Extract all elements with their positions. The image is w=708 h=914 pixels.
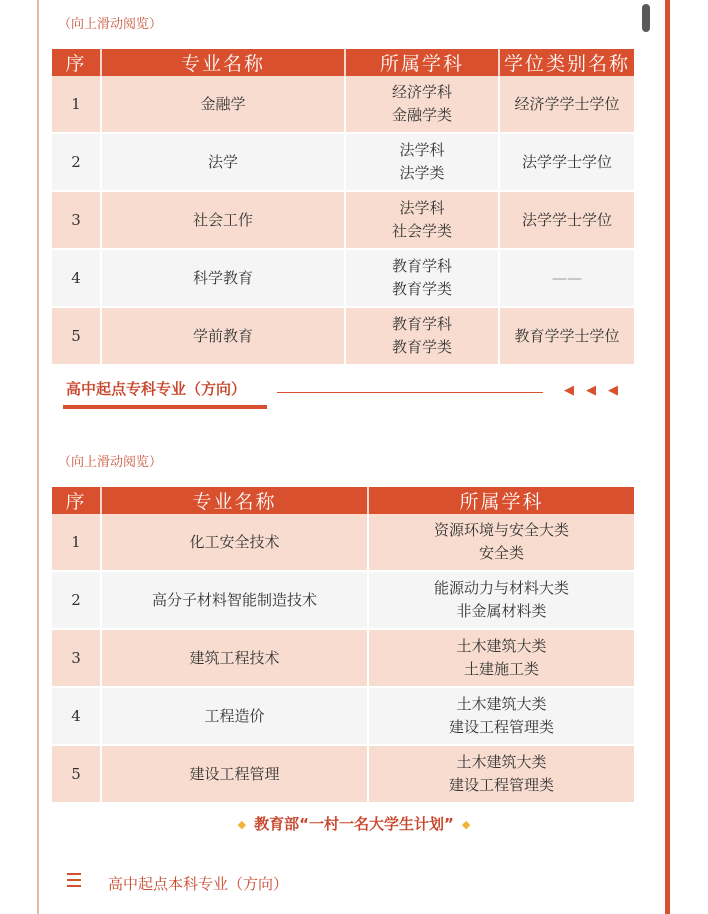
header-index: 序 (52, 49, 101, 76)
row-index: 5 (52, 307, 101, 365)
row-subject: 法学科 社会学类 (345, 191, 499, 249)
row-major-name: 建筑工程技术 (101, 629, 368, 687)
row-major-name: 金融学 (101, 76, 345, 133)
diamond-icon: ◆ (237, 818, 247, 831)
row-index: 2 (52, 133, 101, 191)
row-index: 1 (52, 76, 101, 133)
triangle-left-icon: ◀◀◀ (564, 383, 630, 398)
table-row (52, 745, 634, 803)
table-row (52, 249, 634, 307)
header-major-name: 专业名称 (101, 49, 345, 76)
scroll-hint-mid: （向上滑动阅览） (58, 455, 163, 470)
row-major-name: 法学 (101, 133, 345, 191)
table-row (52, 514, 634, 571)
row-subject: 能源动力与材料大类 非金属材料类 (368, 571, 634, 629)
table-row (52, 307, 634, 365)
section-title-junior-college: 高中起点专科专业（方向） (66, 380, 247, 398)
row-index: 1 (52, 514, 101, 571)
row-index: 4 (52, 249, 101, 307)
row-degree: 教育学学士学位 (499, 307, 634, 365)
row-subject: 法学科 法学类 (345, 133, 499, 191)
table-row (52, 76, 634, 133)
table-row (52, 687, 634, 745)
row-major-name: 科学教育 (101, 249, 345, 307)
row-index: 4 (52, 687, 101, 745)
row-degree: 经济学学士学位 (499, 76, 634, 133)
row-subject: 教育学科 教育学类 (345, 249, 499, 307)
row-degree: 法学学士学位 (499, 133, 634, 191)
row-subject: 资源环境与安全大类 安全类 (368, 514, 634, 571)
row-index: 2 (52, 571, 101, 629)
row-subject: 土木建筑大类 建设工程管理类 (368, 687, 634, 745)
row-major-name: 工程造价 (101, 687, 368, 745)
college-major-table[interactable] (52, 487, 634, 794)
row-degree: 法学学士学位 (499, 191, 634, 249)
table-header-row (52, 49, 634, 76)
header-major-name: 专业名称 (101, 487, 368, 514)
scrollbar-thumb[interactable] (642, 4, 650, 32)
row-index: 5 (52, 745, 101, 803)
row-major-name: 化工安全技术 (101, 514, 368, 571)
header-subject: 所属学科 (368, 487, 634, 514)
row-major-name: 高分子材料智能制造技术 (101, 571, 368, 629)
scroll-hint-top: （向上滑动阅览） (58, 17, 163, 32)
diamond-icon: ◆ (461, 818, 471, 831)
table-row (52, 571, 634, 629)
section-title-undergraduate: 高中起点本科专业（方向） (108, 875, 289, 893)
row-major-name: 社会工作 (101, 191, 345, 249)
table-row (52, 133, 634, 191)
plan-title (0, 813, 708, 834)
row-index: 3 (52, 191, 101, 249)
section-divider-line (277, 392, 543, 393)
plan-title-text: 教育部“一村一名大学生计划” (254, 815, 454, 833)
section-title-underline (63, 405, 267, 409)
row-index: 3 (52, 629, 101, 687)
row-subject: 土木建筑大类 建设工程管理类 (368, 745, 634, 803)
bachelor-major-table[interactable] (52, 49, 634, 356)
row-subject: 教育学科 教育学类 (345, 307, 499, 365)
header-degree: 学位类别名称 (499, 49, 634, 76)
table-row (52, 629, 634, 687)
table-header-row (52, 487, 634, 514)
content-frame-right-border (665, 0, 670, 914)
header-subject: 所属学科 (345, 49, 499, 76)
row-subject: 经济学科 金融学类 (345, 76, 499, 133)
header-index: 序 (52, 487, 101, 514)
row-subject: 土木建筑大类 土建施工类 (368, 629, 634, 687)
table-row (52, 191, 634, 249)
row-major-name: 学前教育 (101, 307, 345, 365)
row-degree: —— (499, 249, 634, 307)
menu-icon (67, 873, 81, 889)
content-frame-left-border (37, 0, 39, 914)
row-major-name: 建设工程管理 (101, 745, 368, 803)
